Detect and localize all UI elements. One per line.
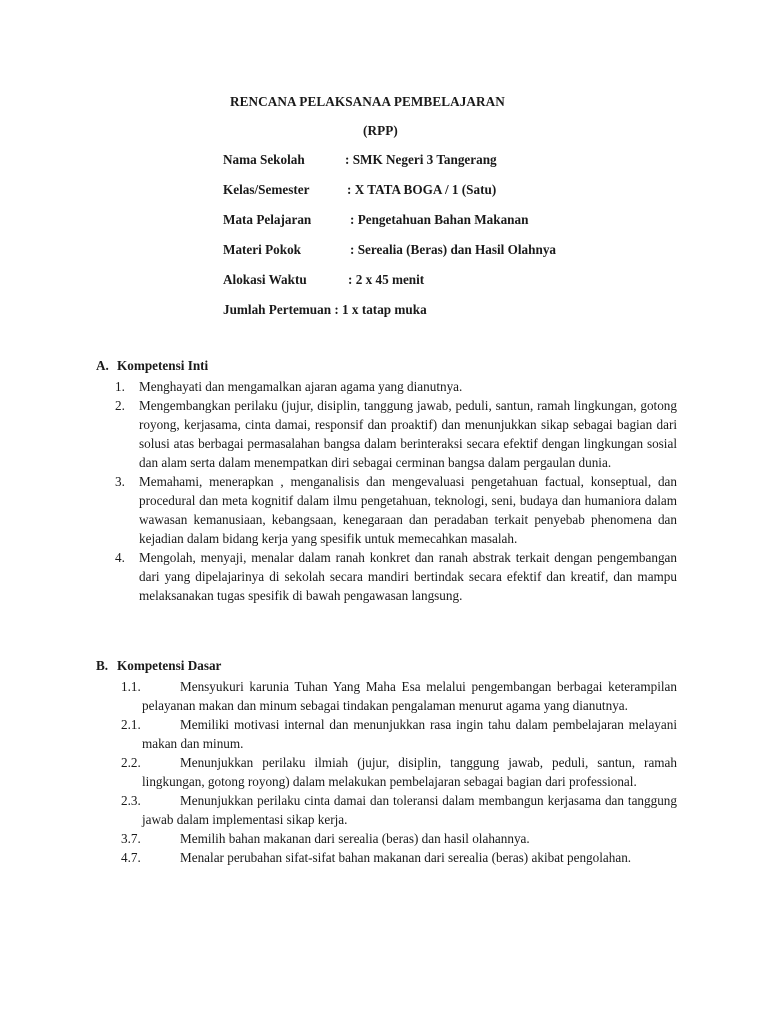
identity-label: Alokasi Waktu bbox=[223, 272, 307, 287]
item-number: 4.7. bbox=[121, 850, 141, 865]
section-title: Kompetensi Dasar bbox=[117, 658, 222, 673]
section-heading-kompetensi-dasar bbox=[96, 658, 221, 674]
item-text: Memilih bahan makanan dari serealia (beras) dan hasil olahannya. bbox=[180, 831, 530, 846]
item-number: 2. bbox=[115, 398, 125, 413]
identity-label: Nama Sekolah bbox=[223, 152, 305, 167]
list-item bbox=[115, 396, 677, 472]
identity-label: Mata Pelajaran bbox=[223, 212, 312, 227]
item-number: 3. bbox=[115, 474, 125, 489]
list-item bbox=[115, 548, 677, 605]
item-number: 1. bbox=[115, 379, 125, 394]
list-item bbox=[121, 677, 677, 715]
identity-value: : X TATA BOGA / 1 (Satu) bbox=[347, 182, 497, 197]
identity-label: Jumlah Pertemuan : 1 x tatap muka bbox=[223, 302, 427, 317]
item-text: Mensyukuri karunia Tuhan Yang Maha Esa melalui pengembangan berbagai keterampilan pelayanan makan dan minum sebagai tindakan pengalaman menurut agama yang dianutnya. bbox=[142, 679, 677, 713]
section-title: Kompetensi Inti bbox=[117, 358, 209, 373]
title-line-2: (RPP) bbox=[363, 123, 398, 138]
identity-label: Kelas/Semester bbox=[223, 182, 310, 197]
item-text: Mengembangkan perilaku (jujur, disiplin, tanggung jawab, peduli, santun, ramah lingkungan, gotong royong, kerjasama, cinta damai, responsif dan proaktif) dan menunjukkan sikap sebagai bagian dari solusi atas berbagai permasalahan bangsa dalam berinteraksi secara efektif dengan lingkungan sosial dan alam serta dalam menempatkan diri sebagai cerminan bangsa dalam pergaulan dunia. bbox=[139, 398, 677, 470]
list-item bbox=[121, 715, 677, 753]
item-number: 2.1. bbox=[121, 717, 141, 732]
kompetensi-dasar-list bbox=[121, 677, 677, 867]
identity-label: Materi Pokok bbox=[223, 242, 302, 257]
identity-value: : Pengetahuan Bahan Makanan bbox=[350, 212, 529, 227]
list-item bbox=[121, 829, 677, 848]
identity-value: : Serealia (Beras) dan Hasil Olahnya bbox=[350, 242, 557, 257]
section-heading-kompetensi-inti bbox=[96, 358, 208, 374]
list-item bbox=[121, 791, 677, 829]
list-item bbox=[115, 472, 677, 548]
kompetensi-inti-list bbox=[115, 377, 677, 605]
list-item bbox=[121, 848, 677, 867]
item-text: Menunjukkan perilaku cinta damai dan toleransi dalam membangun kerjasama dan tanggung jawab dalam implementasi sikap kerja. bbox=[142, 793, 677, 827]
item-text: Memiliki motivasi internal dan menunjukkan rasa ingin tahu dalam pembelajaran melayani makan dan minum. bbox=[142, 717, 677, 751]
section-letter: A. bbox=[96, 358, 109, 373]
title-line-1: RENCANA PELAKSANAA PEMBELAJARAN bbox=[230, 94, 505, 109]
identity-value: : 2 x 45 menit bbox=[348, 272, 425, 287]
list-item bbox=[121, 753, 677, 791]
item-number: 2.2. bbox=[121, 755, 141, 770]
item-text: Mengolah, menyaji, menalar dalam ranah konkret dan ranah abstrak terkait dengan pengembangan dari yang dipelajarinya di sekolah secara mandiri bertindak secara efektif dan kreatif, dan mampu melaksanakan tugas spesifik di bawah pengawasan langsung. bbox=[139, 550, 677, 603]
item-text: Memahami, menerapkan , menganalisis dan mengevaluasi pengetahuan factual, konseptual, dan procedural dan meta kognitif dalam ilmu pengetahuan, teknologi, seni, budaya dan humaniora dalam wawasan kemanusiaan, kebangsaan, kenegaraan dan peradaban terkait penyebab phenomena dan kejadian dalam bidang kerja yang spesifik untuk memecahkan masalah. bbox=[139, 474, 677, 546]
item-number: 3.7. bbox=[121, 831, 141, 846]
item-text: Menunjukkan perilaku ilmiah (jujur, disiplin, tanggung jawab, peduli, santun, ramah lingkungan, gotong royong) dalam melakukan pembelajaran sebagai bagian dari professional. bbox=[142, 755, 677, 789]
item-number: 2.3. bbox=[121, 793, 141, 808]
identity-value: : SMK Negeri 3 Tangerang bbox=[345, 152, 497, 167]
list-item bbox=[115, 377, 677, 396]
item-text: Menalar perubahan sifat-sifat bahan makanan dari serealia (beras) akibat pengolahan. bbox=[180, 850, 632, 865]
section-letter: B. bbox=[96, 658, 109, 673]
item-number: 1.1. bbox=[121, 679, 141, 694]
item-text: Menghayati dan mengamalkan ajaran agama yang dianutnya. bbox=[139, 379, 463, 394]
item-number: 4. bbox=[115, 550, 125, 565]
